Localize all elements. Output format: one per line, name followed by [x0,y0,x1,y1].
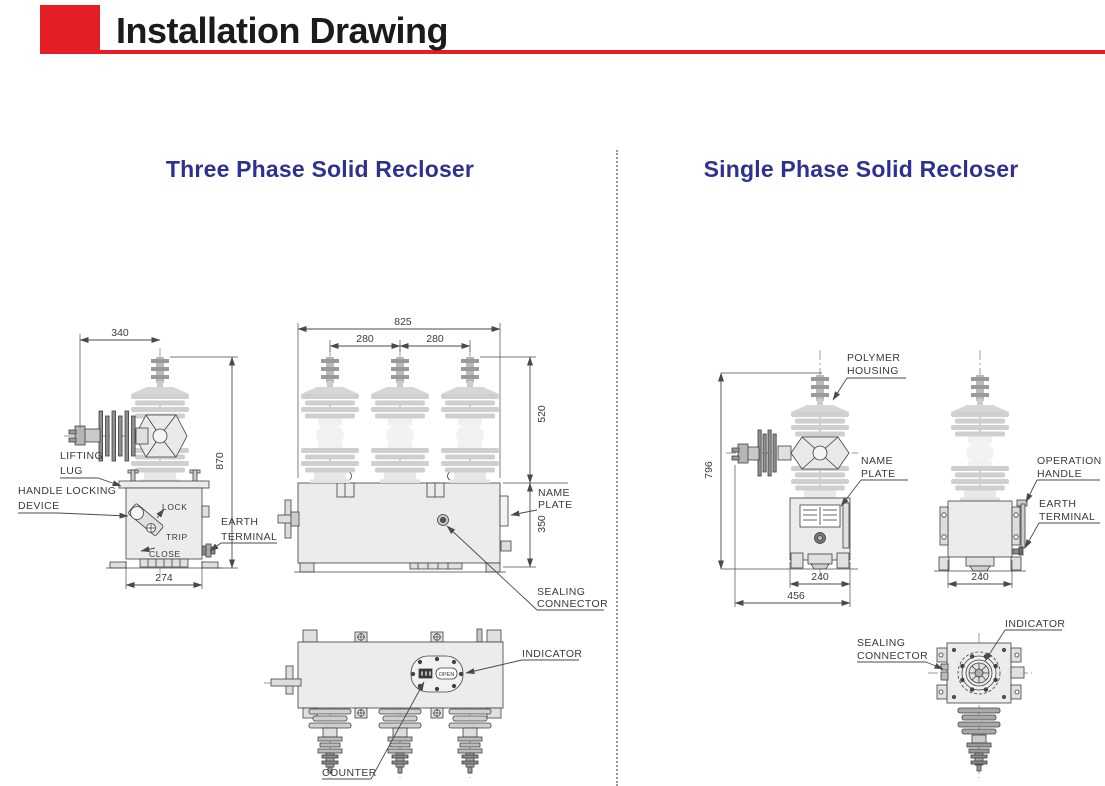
label-sp-sealing-connector-2: CONNECTOR [857,650,929,662]
label-lifting-lug-1: LIFTING [60,450,104,462]
three-phase-drawing [0,295,617,786]
label-handle-locking-2: DEVICE [18,500,60,512]
label-earth-terminal-1: EARTH [221,516,259,528]
label-name-plate-1: NAME [538,487,570,499]
section-title-single-phase: Single Phase Solid Recloser [703,156,1019,182]
label-handle-locking-1: HANDLE LOCKING [18,485,117,497]
label-polymer-housing-2: HOUSING [847,365,899,377]
dim-side-top-width: 340 [111,327,129,339]
dim-phase-spacing-a: 280 [356,333,374,345]
label-operation-handle-2: HANDLE [1037,468,1082,480]
red-accent-square [40,5,100,54]
indicator-window-text: OPEN [438,672,455,678]
single-phase-bottom-view [857,618,1065,778]
section-title-three-phase: Three Phase Solid Recloser [165,156,475,182]
label-sp-indicator: INDICATOR [1005,618,1066,630]
label-indicator: INDICATOR [522,648,583,660]
dim-front-overall-width: 825 [394,316,412,328]
label-sp-name-plate-2: PLATE [861,468,896,480]
three-phase-bottom-view [264,629,582,779]
label-trip: TRIP [166,532,188,542]
label-operation-handle-1: OPERATION [1037,455,1102,467]
dim-overall-height: 796 [703,461,715,479]
label-sealing-connector-1: SEALING [537,586,586,598]
dim-tank-width: 240 [811,571,829,583]
dim-side-height: 870 [214,452,226,470]
dim-phase-spacing-b: 280 [426,333,444,345]
dim-tank-height: 350 [536,515,548,533]
dim-overall-width: 456 [787,590,805,602]
label-sp-name-plate-1: NAME [861,455,893,467]
dim-bushing-height: 520 [536,405,548,423]
three-phase-front-view [278,316,608,610]
bottom-bushings [309,709,491,773]
dim-front-width: 240 [971,571,989,583]
single-phase-side-view [703,350,908,607]
page-title: Installation Drawing [116,10,449,51]
label-sp-sealing-connector-1: SEALING [857,637,906,649]
label-polymer-housing-1: POLYMER [847,352,901,364]
single-phase-front-view [934,350,1102,588]
label-lock: LOCK [162,502,188,512]
dim-side-base-width: 274 [155,572,173,584]
label-sp-earth-terminal-2: TERMINAL [1039,511,1096,523]
label-sealing-connector-2: CONNECTOR [537,598,609,610]
label-earth-terminal-2: TERMINAL [221,531,278,543]
label-lifting-lug-2: LUG [60,465,83,477]
label-close: CLOSE [149,549,181,559]
single-phase-drawing [617,295,1105,786]
label-name-plate-2: PLATE [538,499,573,511]
label-counter: COUNTER [322,767,377,779]
label-sp-earth-terminal-1: EARTH [1039,498,1077,510]
three-phase-side-view [18,327,277,589]
